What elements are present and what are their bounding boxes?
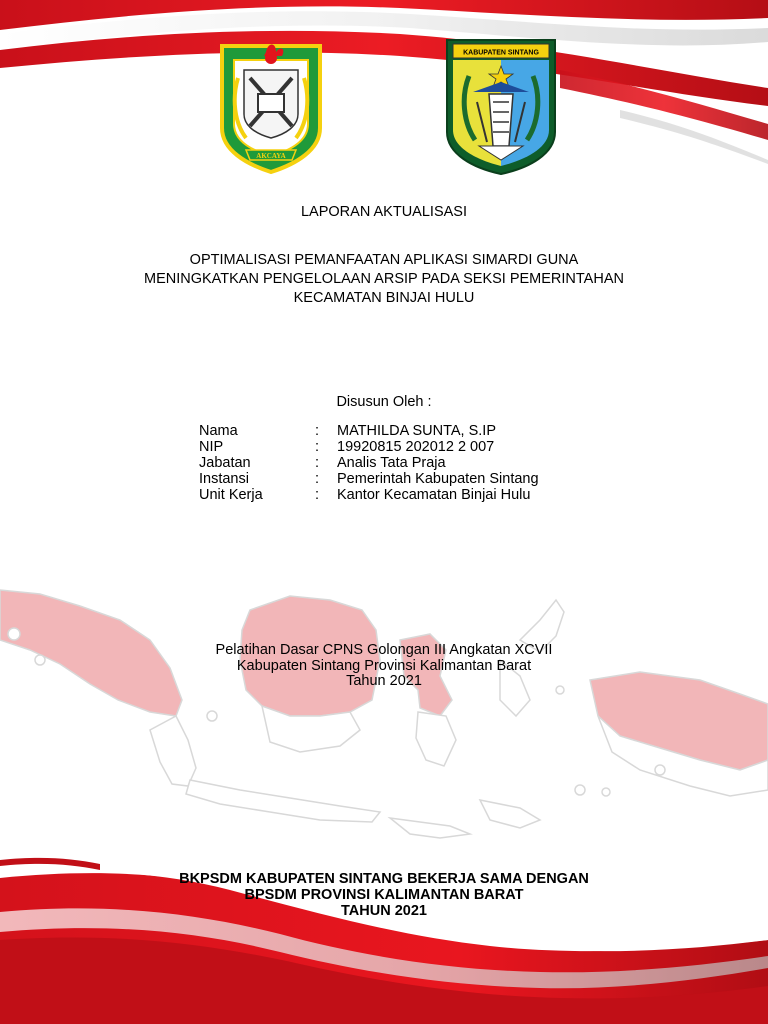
report-type: LAPORAN AKTUALISASI	[300, 204, 467, 220]
field-label: Nama	[199, 423, 238, 439]
field-value: Analis Tata Praja	[337, 455, 446, 471]
info-row-position	[199, 455, 539, 471]
info-row-nip	[199, 439, 539, 455]
author-info	[199, 423, 539, 503]
field-separator: :	[315, 423, 320, 439]
info-row-name	[199, 423, 539, 439]
emblem-banner: KABUPATEN SINTANG	[463, 49, 539, 57]
kabupaten-sintang-emblem	[443, 36, 559, 176]
footer-line: BKPSDM KABUPATEN SINTANG BEKERJA SAMA DENGAN	[179, 871, 589, 887]
field-separator: :	[315, 487, 320, 503]
training-line: Tahun 2021	[346, 673, 422, 689]
field-label: Jabatan	[199, 455, 251, 471]
training-info	[0, 643, 768, 690]
field-value: Pemerintah Kabupaten Sintang	[337, 471, 539, 487]
field-value: MATHILDA SUNTA, S.IP	[337, 423, 496, 439]
indonesia-map	[0, 590, 768, 838]
field-label: NIP	[199, 439, 224, 455]
title-line: MENINGKATKAN PENGELOLAAN ARSIP PADA SEKSI PEMERINTAHAN	[144, 271, 624, 287]
info-row-work-unit	[199, 487, 539, 503]
title-line: OPTIMALISASI PEMANFAATAN APLIKASI SIMARDI GUNA	[189, 252, 579, 268]
organizer-footer	[0, 871, 768, 919]
field-label: Unit Kerja	[199, 487, 263, 503]
field-separator: :	[315, 471, 320, 487]
footer-line: TAHUN 2021	[341, 903, 427, 919]
west-kalimantan-emblem	[216, 38, 326, 174]
field-label: Instansi	[199, 471, 249, 487]
footer-line: BPSDM PROVINSI KALIMANTAN BARAT	[244, 887, 524, 903]
training-line: Pelatihan Dasar CPNS Golongan III Angkatan XCVII	[215, 642, 553, 658]
top-flag-ribbon	[0, 0, 768, 164]
title-line: KECAMATAN BINJAI HULU	[293, 290, 475, 306]
report-title	[0, 251, 768, 308]
field-separator: :	[315, 455, 320, 471]
prepared-by-label: Disusun Oleh :	[336, 394, 432, 410]
emblem-motto: AKCAYA	[256, 152, 286, 160]
training-line: Kabupaten Sintang Provinsi Kalimantan Barat	[236, 657, 532, 674]
field-separator: :	[315, 439, 320, 455]
info-row-institution	[199, 471, 539, 487]
field-value: Kantor Kecamatan Binjai Hulu	[337, 487, 531, 503]
field-value: 19920815 202012 2 007	[337, 439, 495, 455]
